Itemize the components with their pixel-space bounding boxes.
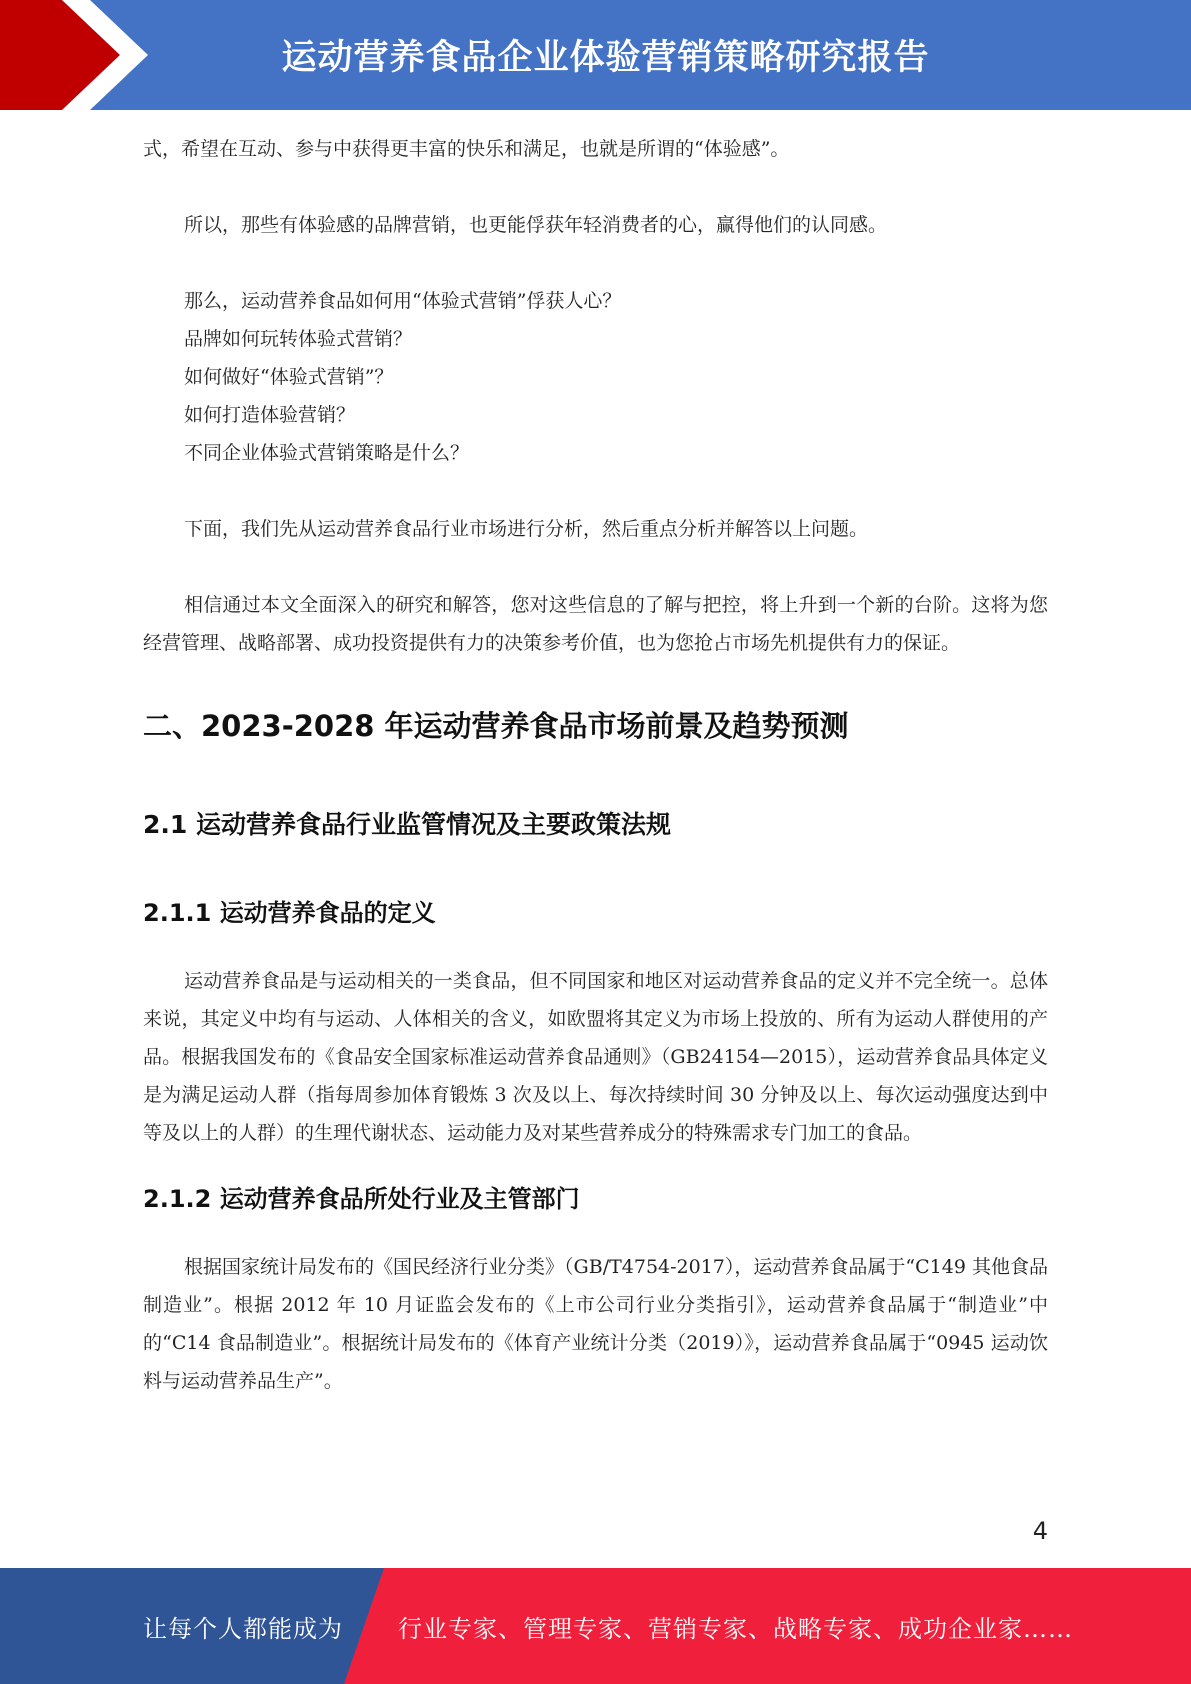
heading-2-1-2: 2.1.2 运动营养食品所处行业及主管部门 [143,1185,580,1213]
question-item: 不同企业体验式营销策略是什么？ [184,442,470,464]
heading-2-1: 2.1 运动营养食品行业监管情况及主要政策法规 [143,810,671,839]
heading-2-1-1: 2.1.1 运动营养食品的定义 [143,899,436,927]
section-heading-2: 二、2023-2028 年运动营养食品市场前景及趋势预测 [143,709,849,743]
footer-slogan-right: 行业专家、管理专家、营销专家、战略专家、成功企业家…… [398,1614,1073,1643]
report-title: 运动营养食品企业体验营销策略研究报告 [281,38,930,78]
question-item: 那么，运动营养食品如何用“体验式营销”俘获人心？ [184,290,622,312]
paragraph-brand: 所以，那些有体验感的品牌营销，也更能俘获年轻消费者的心，赢得他们的认同感。 [184,214,888,236]
question-item: 品牌如何玩转体验式营销？ [184,328,413,350]
page-footer [0,1568,1191,1684]
question-list [143,282,1048,472]
main-content [143,130,1048,1400]
footer-slogan-left: 让每个人都能成为 [143,1614,343,1643]
page-header [0,0,1191,110]
paragraph-next: 下面，我们先从运动营养食品行业市场进行分析，然后重点分析并解答以上问题。 [184,518,869,540]
paragraph-definition: 运动营养食品是与运动相关的一类食品，但不同国家和地区对运动营养食品的定义并不完全统一。总体来说，其定义中均有与运动、人体相关的含义，如欧盟将其定义为市场上投放的、所有为运动人群使用的产品。根据我国发布的《食品安全国家标准运动营养食品通则》（GB24154—2015），运动营养食品具体定义是为满足运动人群（指每周参加体育锻炼 3 次及以上、每次持续时间 30 分钟及以上、每次运动强度达到中等及以上的人群）的生理代谢状态、运动能力及对某些营养成分的特殊需求专门加工的食品。 [143,970,1048,1144]
question-item: 如何做好“体验式营销”？ [184,366,394,388]
question-item: 如何打造体验营销？ [184,404,356,426]
paragraph-intro-continued: 式，希望在互动、参与中获得更丰富的快乐和满足，也就是所谓的“体验感”。 [143,138,790,160]
paragraph-industry: 根据国家统计局发布的《国民经济行业分类》（GB/T4754-2017），运动营养食品属于“C149 其他食品制造业”。根据 2012 年 10 月证监会发布的《上市公司行业分类指引》，运动营养食品属于“制造业”中的“C14 食品制造业”。根据统计局发布的《体育产业统计分类（2019）》，运动营养食品属于“0945 运动饮料与运动营养品生产”。 [143,1256,1048,1392]
page-number: 4 [1032,1517,1048,1545]
paragraph-believe: 相信通过本文全面深入的研究和解答，您对这些信息的了解与把控，将上升到一个新的台阶。这将为您经营管理、战略部署、成功投资提供有力的决策参考价值，也为您抢占市场先机提供有力的保证。 [143,594,1048,654]
